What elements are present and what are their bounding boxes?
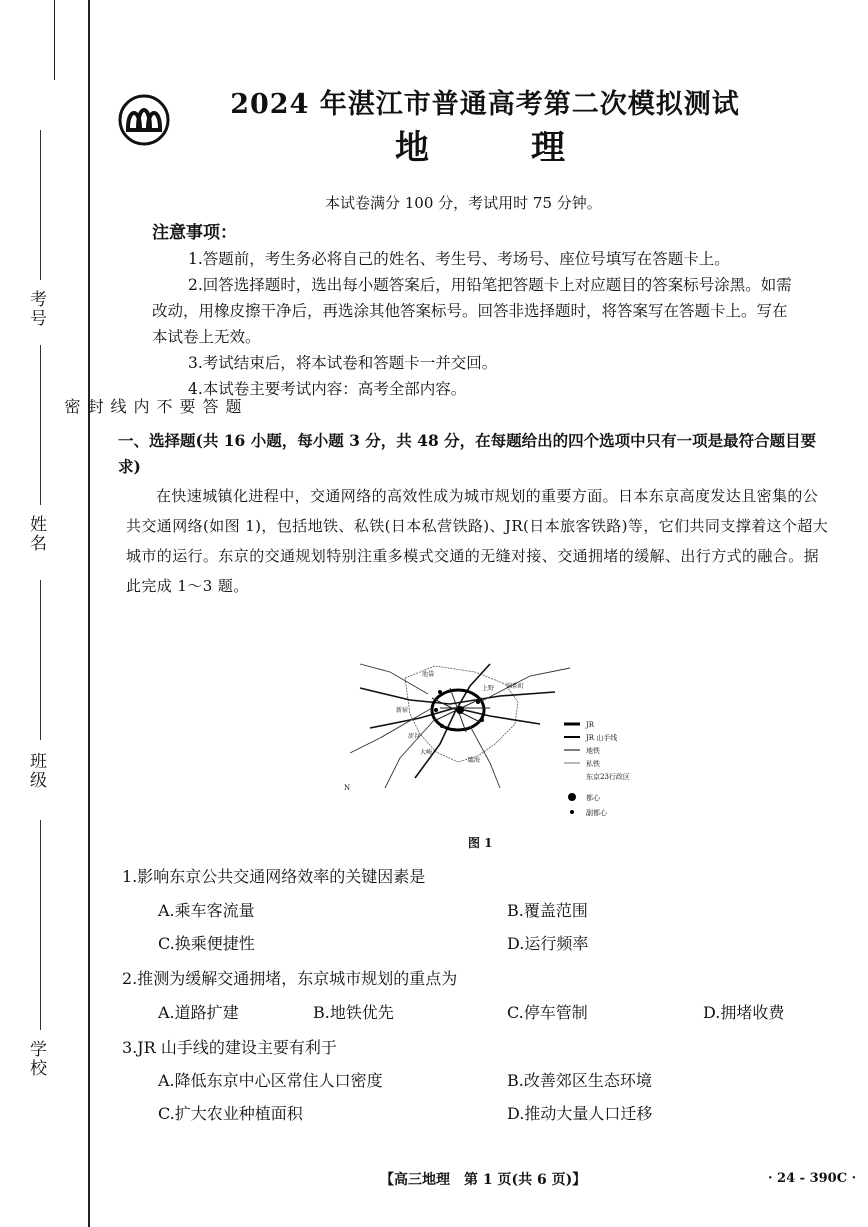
place-label: 新宿: [396, 707, 409, 714]
place-label: 上野: [482, 685, 495, 692]
question-3-option-d: D.推动大量人口迁移: [507, 1104, 653, 1123]
section-heading: 一、选择题(共 16 小题，每小题 3 分，共 48 分，在每题给出的四个选项中只有一项是最符合题目要求): [118, 431, 817, 476]
legend-label: JR: [586, 721, 595, 729]
map-legend: [564, 721, 630, 817]
question-1-option-b: B.覆盖范围: [507, 901, 588, 920]
question-1-stem: 1.影响东京公共交通网络效率的关键因素是: [122, 867, 426, 886]
north-label: N: [344, 784, 351, 792]
subcenter-dot: [440, 724, 444, 728]
legend-label: 副都心: [586, 809, 607, 817]
tokyo-transit-map: [340, 658, 680, 828]
passage: 在快速城镇化进程中，交通网络的高效性成为城市规划的重要方面。日本东京高度发达且密集的公共交通网络(如图 1)，包括地铁、私铁(日本私营铁路)、JR(日本旅客铁路)等，它们共同支撑着这个超大城市的运行。东京的交通规划特别注重多模式交通的无缝对接、交通拥堵的缓解、出行方式的融合。据此完成 1～3 题。: [126, 487, 829, 595]
class-underline: [40, 580, 41, 740]
question-2-stem: 2.推测为缓解交通拥堵，东京城市规划的重点为: [122, 969, 458, 988]
school-label: 学校: [26, 1040, 46, 1078]
subject-title: [395, 120, 565, 169]
legend-label: 东京23行政区: [586, 773, 630, 781]
exam-title: 2024 年湛江市普通高考第二次模拟测试: [230, 89, 740, 120]
place-label: 池袋: [422, 671, 435, 678]
subcenter-dot: [476, 700, 480, 704]
exam-no-underline: [40, 130, 41, 280]
place-label: 锦系町: [506, 683, 525, 690]
legend-label: JR 山手线: [586, 734, 618, 742]
notice-item-3: 3.考试结束后，将本试卷和答题卡一并交回。: [188, 354, 498, 372]
seal-char: 不: [154, 398, 173, 414]
place-label: 涩谷: [408, 733, 421, 740]
question-3-option-b: B.改善郊区生态环境: [507, 1071, 652, 1090]
notice-heading: 注意事项：: [152, 223, 237, 243]
question-2-option-d: D.拥堵收费: [703, 1003, 785, 1022]
seal-char: 线: [108, 398, 127, 414]
city-center-dot: [456, 706, 464, 714]
seal-char: 密: [62, 398, 81, 414]
legend-label: 私铁: [586, 760, 600, 768]
exam-info: 本试卷满分 100 分，考试用时 75 分钟。: [325, 194, 602, 212]
question-3-option-c: C.扩大农业种植面积: [158, 1104, 303, 1123]
page-footer: 【高三地理 第 1 页(共 6 页)】: [380, 1172, 587, 1188]
place-label: 大崎: [420, 749, 433, 756]
binding-line-thin: [54, 0, 55, 80]
binding-line: [88, 0, 90, 1227]
place-label: 臨海: [468, 757, 481, 764]
exam-logo-icon: [118, 94, 170, 146]
seal-char: 内: [131, 398, 150, 414]
question-1-option-a: A.乘车客流量: [158, 901, 255, 920]
subject-char: 地: [395, 128, 429, 168]
figure-caption: 图 1: [468, 836, 493, 850]
question-2-option-b: B.地铁优先: [313, 1003, 394, 1022]
name-underline: [40, 345, 41, 505]
class-label: 班级: [26, 752, 46, 790]
subcenter-dot: [480, 718, 484, 722]
notice-item-1: 1.答题前，考生务必将自己的姓名、考生号、考场号、座位号填写在答题卡上。: [188, 250, 730, 268]
question-3-option-a: A.降低东京中心区常住人口密度: [158, 1071, 383, 1090]
seal-char: 封: [85, 398, 104, 414]
legend-label: 地铁: [586, 747, 600, 755]
question-2-option-c: C.停车管制: [507, 1003, 588, 1022]
question-1-option-d: D.运行频率: [507, 934, 589, 953]
exam-no-label: 考号: [26, 290, 46, 328]
seal-char: 题: [223, 398, 242, 414]
notice-item-2: 2.回答选择题时，选出每小题答案后，用铅笔把答题卡上对应题目的答案标号涂黑。如需改动，用橡皮擦干净后，再选涂其他答案标号。回答非选择题时，将答案写在答题卡上。写在本试卷上无效。: [152, 276, 792, 346]
name-label: 姓名: [26, 515, 46, 553]
subject-char: 理: [531, 128, 565, 168]
legend-label: 都心: [586, 794, 600, 802]
seal-char: 要: [177, 398, 196, 414]
subcenter-dot: [434, 708, 438, 712]
question-2-option-a: A.道路扩建: [158, 1003, 239, 1022]
question-3-stem: 3.JR 山手线的建设主要有利于: [122, 1038, 337, 1057]
school-underline: [40, 820, 41, 1030]
notice-item-4: 4.本试卷主要考试内容：高考全部内容。: [188, 380, 467, 398]
exam-code: · 24 - 390C ·: [768, 1171, 857, 1186]
question-1-option-c: C.换乘便捷性: [158, 934, 255, 953]
subcenter-dot: [438, 690, 442, 694]
seal-char: 答: [200, 398, 219, 414]
